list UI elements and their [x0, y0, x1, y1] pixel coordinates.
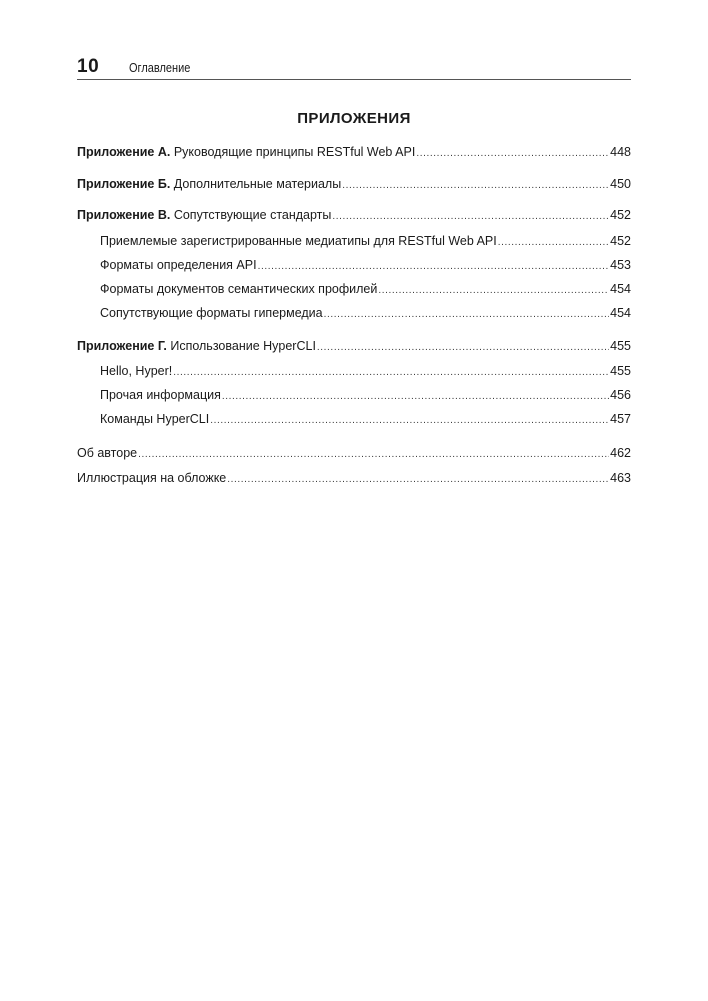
toc-entry-title: Об авторе: [77, 446, 138, 460]
toc-entry-api-formats[interactable]: [100, 258, 631, 276]
dot-leader: [416, 148, 609, 159]
toc-entry-title: Прочая информация: [100, 388, 221, 402]
toc-entry-page: 455: [610, 339, 631, 353]
dot-leader: [138, 449, 609, 460]
page-number: 10: [77, 56, 100, 77]
toc-entry-cover-illustration[interactable]: [77, 471, 631, 489]
toc-entry-page: 453: [610, 258, 631, 272]
toc-entry-page: 455: [610, 364, 631, 378]
toc-entry-prefix: Приложение Г.: [77, 339, 167, 353]
dot-leader: [227, 474, 609, 485]
toc-entry-title: Использование HyperCLI: [166, 339, 316, 353]
toc-entry-appendix-a[interactable]: [77, 145, 631, 163]
toc-entry-page: 454: [610, 282, 631, 296]
toc-entry-title: Hello, Hyper!: [100, 364, 173, 378]
dot-leader: [342, 180, 609, 191]
toc-entry-about-author[interactable]: [77, 446, 631, 464]
toc-entry-page: 457: [610, 412, 631, 426]
toc-entry-prefix: Приложение Б.: [77, 177, 171, 191]
dot-leader: [378, 285, 609, 296]
header-rule: [77, 79, 631, 80]
toc-entry-prefix: Приложение В.: [77, 208, 171, 222]
dot-leader: [317, 342, 609, 353]
toc-entry-page: 462: [610, 446, 631, 460]
dot-leader: [222, 391, 609, 402]
toc-entry-hypermedia-formats[interactable]: [100, 306, 631, 324]
toc-entry-title: Сопутствующие форматы гипермедиа: [100, 306, 323, 320]
running-head: Оглавление: [129, 61, 191, 75]
toc-entry-page: 454: [610, 306, 631, 320]
toc-entry-appendix-g[interactable]: [77, 339, 631, 357]
dot-leader: [173, 367, 609, 378]
toc-entry-profile-formats[interactable]: [100, 282, 631, 300]
toc-entry-media-types[interactable]: [100, 234, 631, 252]
dot-leader: [210, 415, 609, 426]
toc-entry-title: Дополнительные материалы: [170, 177, 342, 191]
page-header: [77, 52, 631, 82]
toc-entry-title: Руководящие принципы RESTful Web API: [170, 145, 416, 159]
dot-leader: [498, 237, 609, 248]
dot-leader: [324, 309, 610, 320]
toc-entry-prefix: Приложение А.: [77, 145, 171, 159]
toc-entry-title: Команды HyperCLI: [100, 412, 210, 426]
toc-entry-page: 463: [610, 471, 631, 485]
toc-entry-appendix-b[interactable]: [77, 177, 631, 195]
toc-entry-hello-hyper[interactable]: [100, 364, 631, 382]
toc-entry-title: Форматы определения API: [100, 258, 257, 272]
toc-entry-page: 452: [610, 234, 631, 248]
toc-entry-page: 452: [610, 208, 631, 222]
toc-entry-page: 450: [610, 177, 631, 191]
toc-entry-other-info[interactable]: [100, 388, 631, 406]
dot-leader: [258, 261, 610, 272]
toc-entry-title: Сопутствующие стандарты: [170, 208, 332, 222]
section-title: ПРИЛОЖЕНИЯ: [297, 110, 411, 127]
toc-entry-title: Приемлемые зарегистрированные медиатипы для RESTful Web API: [100, 234, 497, 248]
dot-leader: [332, 211, 609, 222]
toc-entry-title: Иллюстрация на обложке: [77, 471, 227, 485]
toc-entry-title: Форматы документов семантических профилей: [100, 282, 378, 296]
toc-entry-page: 456: [610, 388, 631, 402]
toc-entry-hypercli-commands[interactable]: [100, 412, 631, 430]
toc-entry-appendix-v[interactable]: [77, 208, 631, 226]
toc-entry-page: 448: [610, 145, 631, 159]
